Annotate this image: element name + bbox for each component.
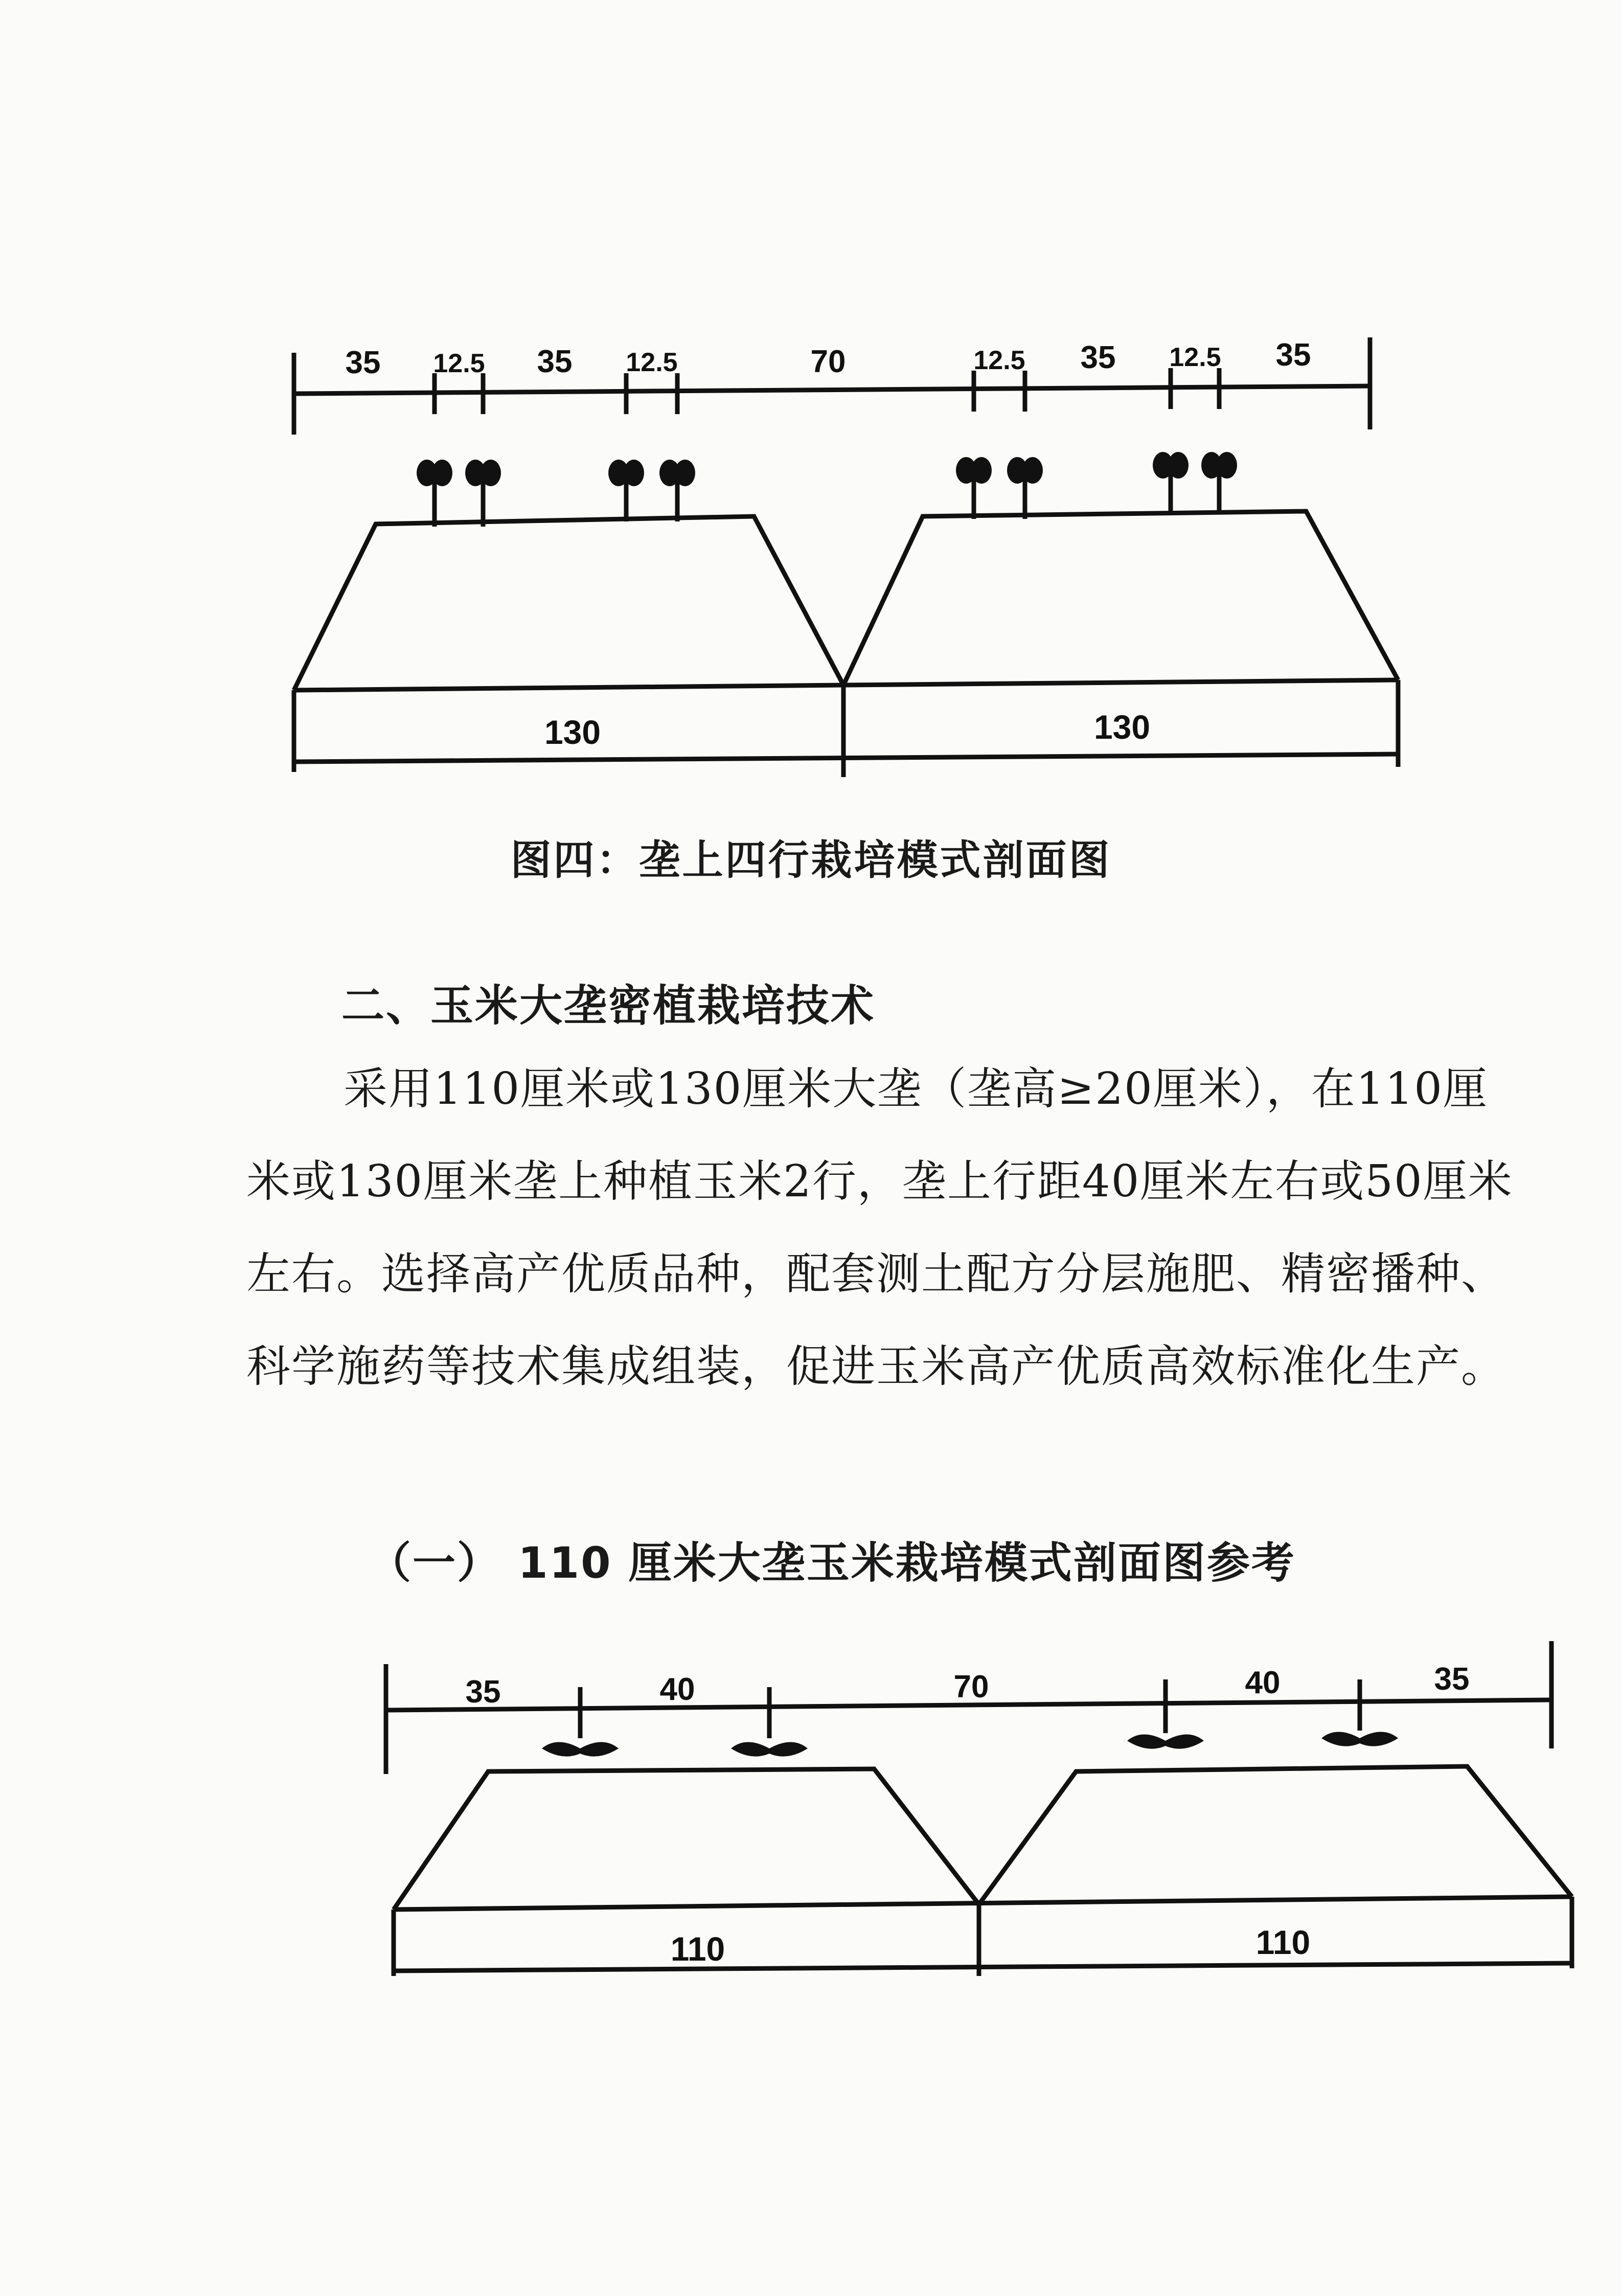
dim-label: 12.5: [626, 348, 678, 377]
figure-4-diagram: [0, 0, 1622, 818]
section-paragraph: 采用110厘米或130厘米大垄（垄高≥20厘米），在110厘米或130厘米垄上种植玉米2行，垄上行距40厘米左右或50厘米左右。选择高产优质品种，配套测土配方分层施肥、精密播种、科学施药等技术集成组装，促进玉米高产优质高效标准化生产。: [246, 1063, 1513, 1392]
dim-label: 35: [537, 344, 573, 379]
figure-110cm-diagram: [0, 1610, 1622, 1994]
dim-label: 35: [1275, 337, 1311, 373]
dim-label: 130: [544, 713, 601, 751]
dim-label: 35: [345, 345, 381, 380]
dim-label: 40: [1245, 1665, 1281, 1700]
dim-label: 35: [1080, 340, 1116, 375]
dim-label: 12.5: [433, 349, 485, 378]
dim-label: 110: [670, 1930, 725, 1968]
section-heading: 二、玉米大垄密植栽培技术: [341, 981, 876, 1031]
dim-label: 70: [953, 1669, 989, 1704]
dim-label: 35: [1434, 1662, 1470, 1697]
dim-label: 110: [1255, 1923, 1311, 1961]
dim-label: 70: [810, 344, 846, 379]
figure-caption: 图四：垄上四行栽培模式剖面图: [510, 836, 1112, 884]
dim-label: 130: [1093, 708, 1151, 746]
dim-label: 40: [659, 1672, 695, 1707]
seedling-icons: [417, 452, 1237, 486]
seedling-icons: [542, 1732, 1398, 1772]
dim-label: 35: [465, 1674, 501, 1710]
dim-label: 12.5: [973, 346, 1025, 375]
dim-label: 12.5: [1169, 343, 1221, 372]
subsection-heading: （一） 110 厘米大垄玉米栽培模式剖面图参考: [368, 1538, 1296, 1588]
